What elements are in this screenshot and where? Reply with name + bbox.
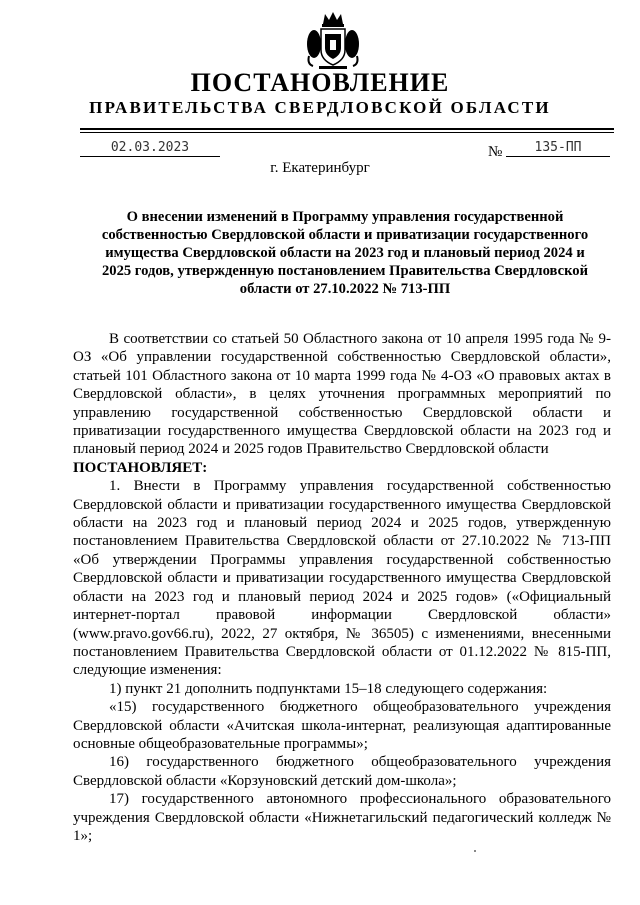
document-heading: О внесении изменений в Программу управления государственной собственностью Свердловской области и приватизации государственного имущества Свердловской области на 2023 год и плановый период 2024 и 2025 годов, утвержденную постановлением Правительства Свердловской области от 27.10.2022 № 713-ПП	[101, 209, 589, 297]
coat-of-arms-icon	[305, 10, 361, 70]
resolves-label: ПОСТАНОВЛЯЕТ:	[73, 459, 208, 476]
scan-dot	[474, 850, 476, 852]
document-date: 02.03.2023	[80, 140, 220, 157]
document-body	[73, 330, 611, 845]
intro-paragraph: В соответствии со статьей 50 Областного закона от 10 апреля 1995 года № 9-ОЗ «Об управлении государственной собственностью Свердловской области», статьей 101 Областного закона от 10 марта 1999 года № 4-ОЗ «О правовых актах в Свердловской области», в целях уточнения программных мероприятий по управлению государственной собственностью Свердловской области и приватизации государственного имущества Свердловской области на 2023 год и плановый период 2024 и 2025 годов Правительство Свердловской области	[73, 331, 611, 458]
document-title: ПОСТАНОВЛЕНИЕ	[190, 68, 450, 97]
paragraph-2: 1) пункт 21 дополнить подпунктами 15–18 следующего содержания:	[109, 680, 548, 697]
paragraph-3: «15) государственного бюджетного общеобразовательного учреждения Свердловской области «Ачитская школа-интернат, реализующая адаптированные основные общеобразовательные программы»;	[73, 699, 611, 752]
paragraph-1: 1. Внести в Программу управления государственной собственностью Свердловской области и приватизации государственного имущества Свердловской области на 2023 год и плановый период 2024 и 2025 годов, утвержденную постановлением Правительства Свердловской области от 27.10.2022 № 713-ПП «Об утверждении Программы управления государственной собственностью Свердловской области и приватизации государственного имущества Свердловской области на 2023 год и плановый период 2024 и 2025 годов» («Официальный интернет-портал правовой информации Свердловской области» (www.pravo.gov66.ru), 2022, 27 октября, № 36505) с изменениями, внесенными постановлением Правительства Свердловской области от 01.12.2022 № 815-ПП, следующие изменения:	[73, 478, 611, 679]
document-number: 135-ПП	[506, 140, 610, 157]
header-rule-thick	[80, 128, 614, 130]
header-rule-thin	[80, 132, 614, 133]
document-subtitle: ПРАВИТЕЛЬСТВА СВЕРДЛОВСКОЙ ОБЛАСТИ	[89, 98, 551, 117]
paragraph-4: 16) государственного бюджетного общеобразовательного учреждения Свердловской области «Корзуновский детский дом-школа»;	[73, 754, 611, 789]
number-label: №	[488, 144, 503, 160]
paragraph-5: 17) государственного автономного профессионального образовательного учреждения Свердловской области «Нижнетагильский педагогический колледж № 1»;	[73, 791, 611, 844]
document-city: г. Екатеринбург	[270, 160, 370, 176]
